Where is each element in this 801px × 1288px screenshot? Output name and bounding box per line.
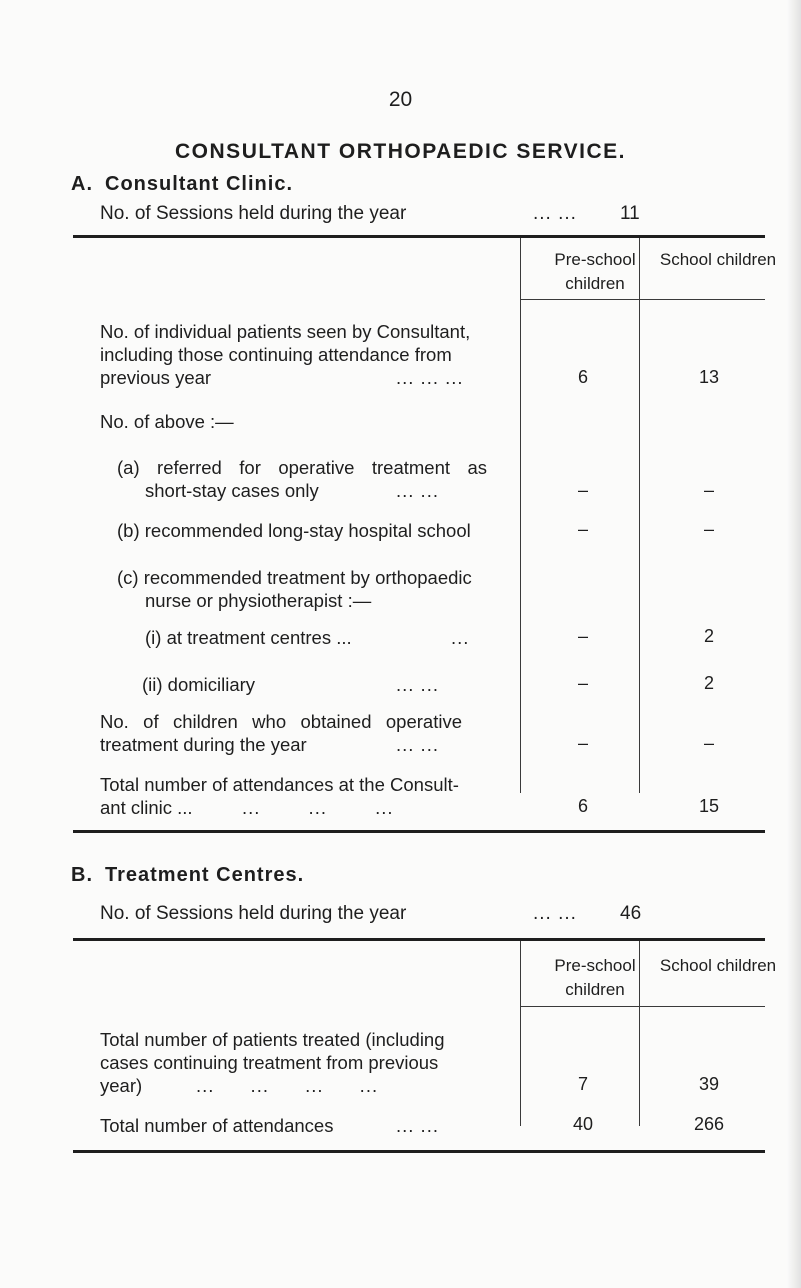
row-dots: ... ... ... <box>396 367 464 388</box>
section-a-title: Consultant Clinic. <box>105 173 293 195</box>
section-b-col-school: School children <box>659 956 777 975</box>
section-b-title: Treatment Centres. <box>105 864 305 886</box>
table-row-label <box>145 626 505 649</box>
section-a-sessions-label: No. of Sessions held during the year <box>100 203 407 224</box>
cell-preschool: 6 <box>577 796 588 816</box>
row-label-line: No. of individual patients seen by Consultant, <box>100 321 471 342</box>
cell-school: – <box>703 519 714 539</box>
row-dots: ... ... ... ... <box>196 1075 379 1096</box>
section-a-col-school: School children <box>659 250 777 269</box>
row-dots: ... ... <box>396 1115 439 1136</box>
table-row-label <box>100 1114 510 1137</box>
row-label-line: No. of children who obtained operative <box>100 711 462 732</box>
section-b-heading <box>71 864 316 887</box>
section-b-col-divider-1 <box>520 941 521 1126</box>
cell-preschool: – <box>577 626 588 646</box>
cell-school: – <box>703 733 714 753</box>
section-b-sessions <box>100 903 740 925</box>
table-row-label <box>100 710 462 756</box>
section-a-col-divider-2 <box>639 238 640 793</box>
cell-preschool: – <box>577 480 588 500</box>
table-row-label <box>100 320 500 389</box>
cell-school: 2 <box>703 626 714 646</box>
section-a-sessions <box>100 203 740 225</box>
row-label-line: short-stay cases only <box>145 480 319 501</box>
row-label-line: including those continuing attendance from <box>100 344 452 365</box>
cell-school: – <box>703 480 714 500</box>
section-a-heading <box>71 173 305 196</box>
row-dots: ... ... <box>396 674 439 695</box>
row-label-line: Total number of attendances <box>100 1115 334 1136</box>
cell-preschool: 40 <box>572 1114 594 1134</box>
section-a-header-underline <box>520 299 765 300</box>
row-dots: ... ... <box>396 734 439 755</box>
section-a-top-rule <box>73 235 765 238</box>
cell-school: 15 <box>698 796 720 816</box>
section-a-letter: A. <box>71 173 93 195</box>
row-label-line: (a) referred for operative treatment as <box>117 457 487 478</box>
section-b-bottom-rule <box>73 1150 765 1153</box>
table-row-label <box>142 673 502 696</box>
row-label-line: (b) recommended long-stay hospital school <box>117 520 471 541</box>
cell-preschool: – <box>577 733 588 753</box>
row-label-line: cases continuing treatment from previous <box>100 1052 439 1073</box>
cell-school: 266 <box>693 1114 725 1134</box>
cell-preschool: – <box>577 673 588 693</box>
section-b-header-underline <box>520 1006 765 1007</box>
page-number: 20 <box>388 88 413 111</box>
table-row-label <box>100 773 510 819</box>
row-dots: ... <box>451 627 470 648</box>
section-a-sessions-dots: ... ... <box>533 203 577 224</box>
row-label-line: nurse or physiotherapist :— <box>145 590 372 611</box>
section-b-col-preschool: Pre-school children <box>554 956 636 999</box>
row-label-line: No. of above :— <box>100 411 234 432</box>
section-b-sessions-value: 46 <box>620 903 642 924</box>
row-label-line: (c) recommended treatment by orthopaedic <box>117 567 472 588</box>
row-label-line: treatment during the year <box>100 734 307 755</box>
row-label-line: ant clinic ... <box>100 797 193 818</box>
cell-school: 39 <box>698 1074 720 1094</box>
cell-preschool: 7 <box>577 1074 588 1094</box>
page-edge-shadow <box>787 0 801 1288</box>
row-label-line: (i) at treatment centres ... <box>145 627 352 648</box>
cell-school: 2 <box>703 673 714 693</box>
section-a-bottom-rule <box>73 830 765 833</box>
section-b-letter: B. <box>71 864 93 886</box>
row-label-line: year) <box>100 1075 143 1096</box>
row-dots: ... ... ... <box>242 797 394 818</box>
table-row-label <box>100 1028 510 1097</box>
page-title: CONSULTANT ORTHOPAEDIC SERVICE. <box>175 140 626 163</box>
section-a-sessions-value: 11 <box>620 203 640 224</box>
row-label-line: Total number of attendances at the Consult- <box>100 774 459 795</box>
table-row-label <box>117 456 487 502</box>
row-dots: ... ... <box>396 480 439 501</box>
row-label-line: (ii) domiciliary <box>142 674 256 695</box>
table-row-label <box>100 410 500 433</box>
cell-preschool: 6 <box>577 367 588 387</box>
cell-school: 13 <box>698 367 720 387</box>
row-label-line: previous year <box>100 367 212 388</box>
section-a-col-preschool: Pre-school children <box>554 250 636 293</box>
section-a-col-divider-1 <box>520 238 521 793</box>
section-b-sessions-dots: ... ... <box>533 903 577 924</box>
table-row-label <box>117 519 507 542</box>
table-row-label <box>117 566 517 612</box>
section-b-top-rule <box>73 938 765 941</box>
cell-preschool: – <box>577 519 588 539</box>
row-label-line: Total number of patients treated (including <box>100 1029 445 1050</box>
section-b-sessions-label: No. of Sessions held during the year <box>100 903 407 924</box>
